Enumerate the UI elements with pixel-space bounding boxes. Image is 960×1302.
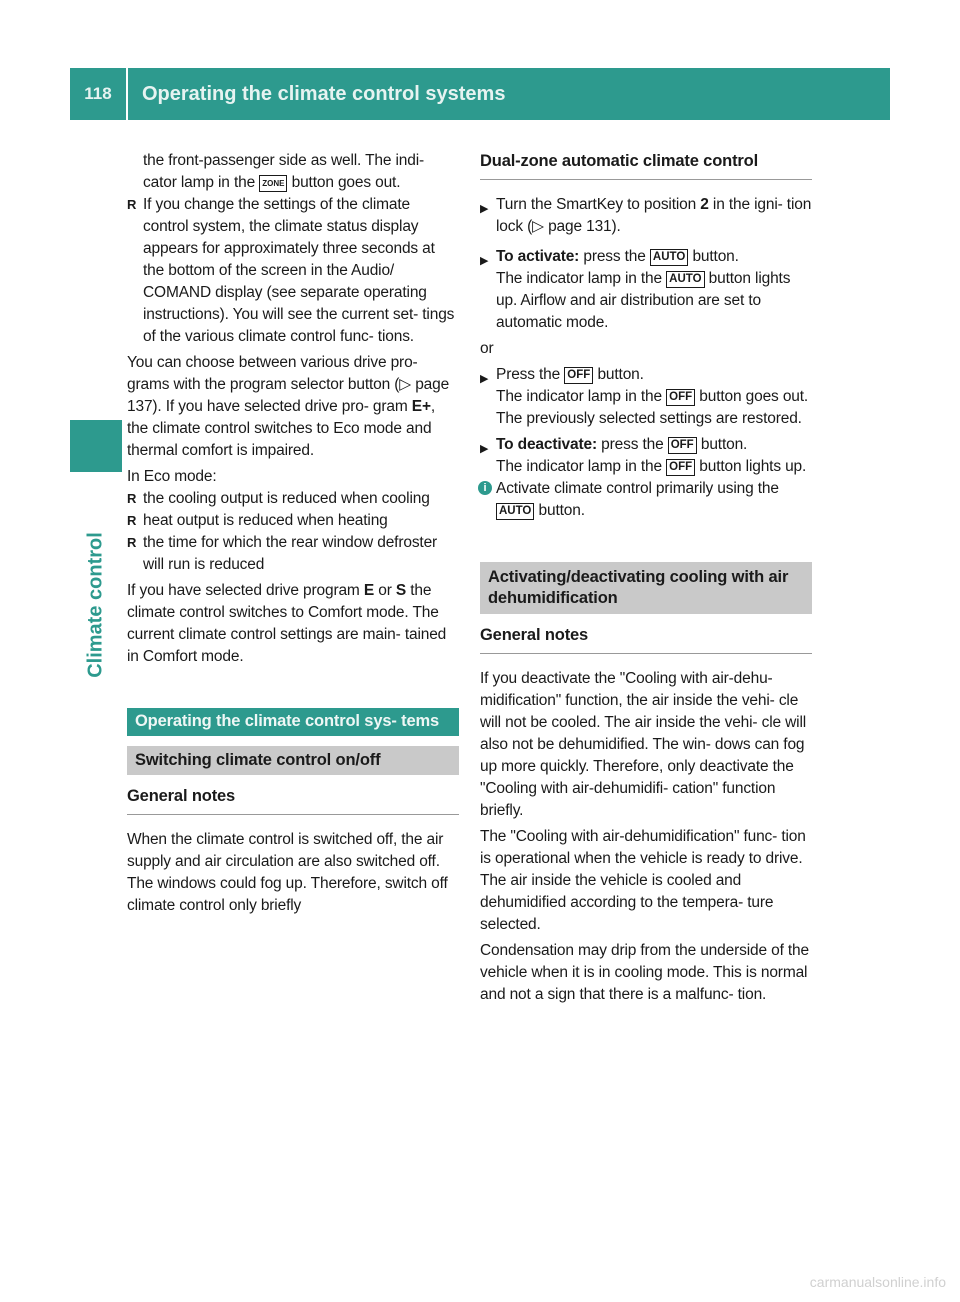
bullet-item: R the time for which the rear window defroster will run is reduced: [127, 532, 459, 576]
general-notes-heading: General notes: [480, 624, 812, 654]
action-arrow-icon: ▶: [480, 255, 489, 267]
action-step: ▶ Turn the SmartKey to position 2 in the igni- tion lock (▷ page 131).: [480, 196, 812, 235]
action-step: ▶ To deactivate: press the OFF button. The indicator lamp in the OFF button lights up.: [480, 436, 807, 475]
page-ref-arrow-icon: ▷: [532, 218, 544, 235]
paragraph: If you deactivate the "Cooling with air-dehu- midification" function, the air inside the vehi- cle will not be cooled. The air inside the vehi- cle will also not be dehumidified. The win- dows can fog up more quickly. Therefore, only deactivate the "Cooling with air-dehumidifi- cation" function briefly.: [480, 670, 807, 819]
paragraph: The "Cooling with air-dehumidification" func- tion is operational when the vehicle is ready to drive. The air inside the vehicle is cooled and dehumidified according to the tempera- ture selected.: [480, 828, 806, 933]
zone-button-icon: ZONE: [259, 175, 287, 192]
page-number: 118: [84, 84, 112, 103]
watermark: carmanualsonline.info: [809, 1274, 946, 1290]
paragraph: In Eco mode:: [127, 468, 217, 485]
off-button-icon: OFF: [668, 437, 697, 454]
action-arrow-icon: ▶: [480, 443, 489, 455]
bullet-item: R If you change the settings of the climate control system, the climate status display appears for approximately three seconds at the bottom of the screen in the Audio/ COMAND display (see separate operating instructions). You will see the current set- tings of the various climate control func- tions.: [127, 194, 459, 348]
side-tab-marker: [70, 420, 122, 472]
paragraph: If you have selected drive program E or S the climate control switches to Comfort mode. The current climate control settings are main- tained in Comfort mode.: [127, 582, 447, 665]
section-heading: Operating the climate control sys- tems: [127, 708, 459, 736]
bullet-item: R the cooling output is reduced when cooling: [127, 488, 459, 510]
header-divider: [126, 68, 128, 120]
bullet-item: R heat output is reduced when heating: [127, 510, 459, 532]
off-button-icon: OFF: [666, 459, 695, 476]
cooling-section-heading: Activating/deactivating cooling with air dehumidification: [480, 562, 812, 614]
or-text: or: [480, 340, 494, 357]
paragraph: You can choose between various drive pro- grams with the program selector button (▷ page 137). If you have selected drive pro- gram E+, the climate control switches to Eco mode and thermal comfort is impaired.: [127, 354, 450, 459]
page-reference-link[interactable]: page 137). If you have selected drive pro- gram: [127, 376, 450, 415]
auto-button-icon: AUTO: [496, 503, 534, 520]
action-step: ▶ To activate: press the AUTO button. The indicator lamp in the AUTO button lights up. Airflow and air distribution are set to automatic mode.: [480, 248, 791, 331]
action-step: ▶ Press the OFF button. The indicator lamp in the OFF button goes out. The previously selected settings are restored.: [480, 366, 809, 427]
off-button-icon: OFF: [666, 389, 695, 406]
auto-button-icon: AUTO: [650, 249, 688, 266]
subsection-heading: Switching climate control on/off: [127, 746, 459, 775]
info-note: i Activate climate control primarily using the AUTO button.: [480, 478, 812, 522]
off-button-icon: OFF: [564, 367, 593, 384]
page-ref-arrow-icon: ▷: [399, 376, 412, 393]
paragraph: When the climate control is switched off, the air supply and air circulation are also switched off. The windows could fog up. Therefore, switch off climate control only briefly: [127, 831, 448, 914]
continued-text: the front-passenger side as well. The indi- cator lamp in the ZONE button goes out.: [143, 152, 425, 191]
auto-button-icon: AUTO: [666, 271, 704, 288]
page-reference-link[interactable]: page 131).: [543, 218, 621, 235]
left-column: [127, 150, 459, 917]
general-notes-heading: General notes: [127, 785, 459, 815]
right-column: [480, 150, 812, 1006]
info-icon: i: [478, 481, 492, 495]
paragraph: Condensation may drip from the underside of the vehicle when it is in cooling mode. This is normal and not a sign that there is a malfunc- tion.: [480, 942, 809, 1003]
side-tab-label: Climate control: [84, 532, 107, 678]
action-arrow-icon: ▶: [480, 203, 489, 215]
dual-zone-heading: Dual-zone automatic climate control: [480, 150, 812, 180]
page-title: Operating the climate control systems: [142, 83, 506, 105]
action-arrow-icon: ▶: [480, 373, 489, 385]
